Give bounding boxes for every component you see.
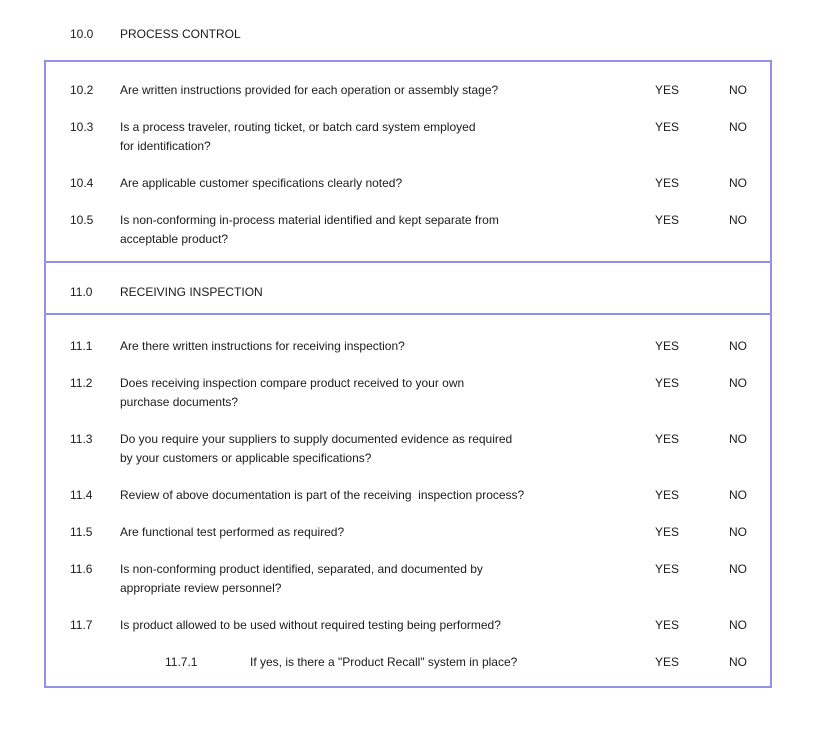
no-option[interactable]: NO: [729, 176, 747, 190]
question-text: [250, 653, 655, 672]
yes-option[interactable]: YES: [655, 339, 680, 353]
yes-option[interactable]: YES: [655, 83, 680, 97]
question-text: [120, 486, 655, 505]
section-11-heading-box: [44, 261, 772, 315]
question-row-10-2: [46, 81, 770, 100]
question-row-11-1: [46, 337, 770, 356]
section-11-title: RECEIVING INSPECTION: [120, 285, 263, 299]
question-row-10-3: [46, 118, 770, 156]
question-row-11-2: [46, 374, 770, 412]
question-line: acceptable product?: [120, 232, 229, 246]
question-text: [120, 211, 655, 249]
yes-option[interactable]: YES: [655, 525, 680, 539]
question-number: 11.5: [70, 525, 93, 539]
question-line: Is a process traveler, routing ticket, or batch card system employed: [120, 120, 476, 134]
question-row-10-5: [46, 211, 770, 249]
no-option[interactable]: NO: [729, 525, 747, 539]
question-line: Are applicable customer specifications clearly noted?: [120, 176, 403, 190]
yes-option[interactable]: YES: [655, 120, 680, 134]
section-10-title: PROCESS CONTROL: [120, 27, 241, 41]
question-number: 10.3: [70, 120, 94, 134]
no-option[interactable]: NO: [729, 213, 747, 227]
question-line: appropriate review personnel?: [120, 581, 282, 595]
question-row-11-7-1: [46, 653, 770, 672]
no-option[interactable]: NO: [729, 618, 747, 632]
question-row-11-3: [46, 430, 770, 468]
question-line: Are written instructions provided for each operation or assembly stage?: [120, 83, 499, 97]
yes-option[interactable]: YES: [655, 655, 680, 669]
question-number: 10.2: [70, 83, 94, 97]
question-line: Review of above documentation is part of the receiving inspection process?: [120, 488, 525, 502]
question-line: If yes, is there a "Product Recall" system in place?: [250, 655, 518, 669]
question-number: 11.4: [70, 488, 93, 502]
no-option[interactable]: NO: [729, 120, 747, 134]
no-option[interactable]: NO: [729, 655, 747, 669]
no-option[interactable]: NO: [729, 488, 747, 502]
question-row-11-5: [46, 523, 770, 542]
section-11-questions-box: [44, 313, 772, 688]
section-10-heading: [70, 25, 819, 44]
no-option[interactable]: NO: [729, 432, 747, 446]
question-text: [120, 337, 655, 356]
question-line: purchase documents?: [120, 395, 239, 409]
yes-option[interactable]: YES: [655, 213, 680, 227]
question-line: Is product allowed to be used without required testing being performed?: [120, 618, 501, 632]
question-line: Is non-conforming product identified, separated, and documented by: [120, 562, 483, 576]
question-text: [120, 374, 655, 412]
section-10-number: 10.0: [70, 27, 94, 41]
yes-option[interactable]: YES: [655, 562, 680, 576]
question-line: Do you require your suppliers to supply documented evidence as required: [120, 432, 513, 446]
question-number: 11.1: [70, 339, 93, 353]
yes-option[interactable]: YES: [655, 618, 680, 632]
question-text: [120, 430, 655, 468]
question-number: 11.7.1: [165, 655, 198, 669]
yes-option[interactable]: YES: [655, 488, 680, 502]
question-number: 11.6: [70, 562, 93, 576]
question-text: [120, 523, 655, 542]
question-number: 11.3: [70, 432, 93, 446]
yes-option[interactable]: YES: [655, 432, 680, 446]
question-line: Are functional test performed as required?: [120, 525, 345, 539]
yes-option[interactable]: YES: [655, 176, 680, 190]
question-text: [120, 616, 655, 635]
question-text: [120, 81, 655, 100]
question-row-11-4: [46, 486, 770, 505]
checklist: [44, 60, 772, 688]
no-option[interactable]: NO: [729, 376, 747, 390]
question-line: by your customers or applicable specifications?: [120, 451, 372, 465]
question-text: [120, 118, 655, 156]
no-option[interactable]: NO: [729, 83, 747, 97]
question-text: [120, 174, 655, 193]
question-line: for identification?: [120, 139, 211, 153]
question-text: [120, 560, 655, 598]
question-number: 10.5: [70, 213, 94, 227]
question-row-10-4: [46, 174, 770, 193]
section-11-number: 11.0: [70, 285, 93, 299]
question-row-11-6: [46, 560, 770, 598]
question-number: 11.2: [70, 376, 93, 390]
section-11-heading: [46, 283, 770, 302]
no-option[interactable]: NO: [729, 339, 747, 353]
no-option[interactable]: NO: [729, 562, 747, 576]
section-10-questions-box: [44, 60, 772, 263]
question-line: Are there written instructions for receiving inspection?: [120, 339, 405, 353]
question-number: 11.7: [70, 618, 93, 632]
question-line: Does receiving inspection compare product received to your own: [120, 376, 465, 390]
yes-option[interactable]: YES: [655, 376, 680, 390]
question-number: 10.4: [70, 176, 94, 190]
question-row-11-7: [46, 616, 770, 635]
question-line: Is non-conforming in-process material identified and kept separate from: [120, 213, 499, 227]
